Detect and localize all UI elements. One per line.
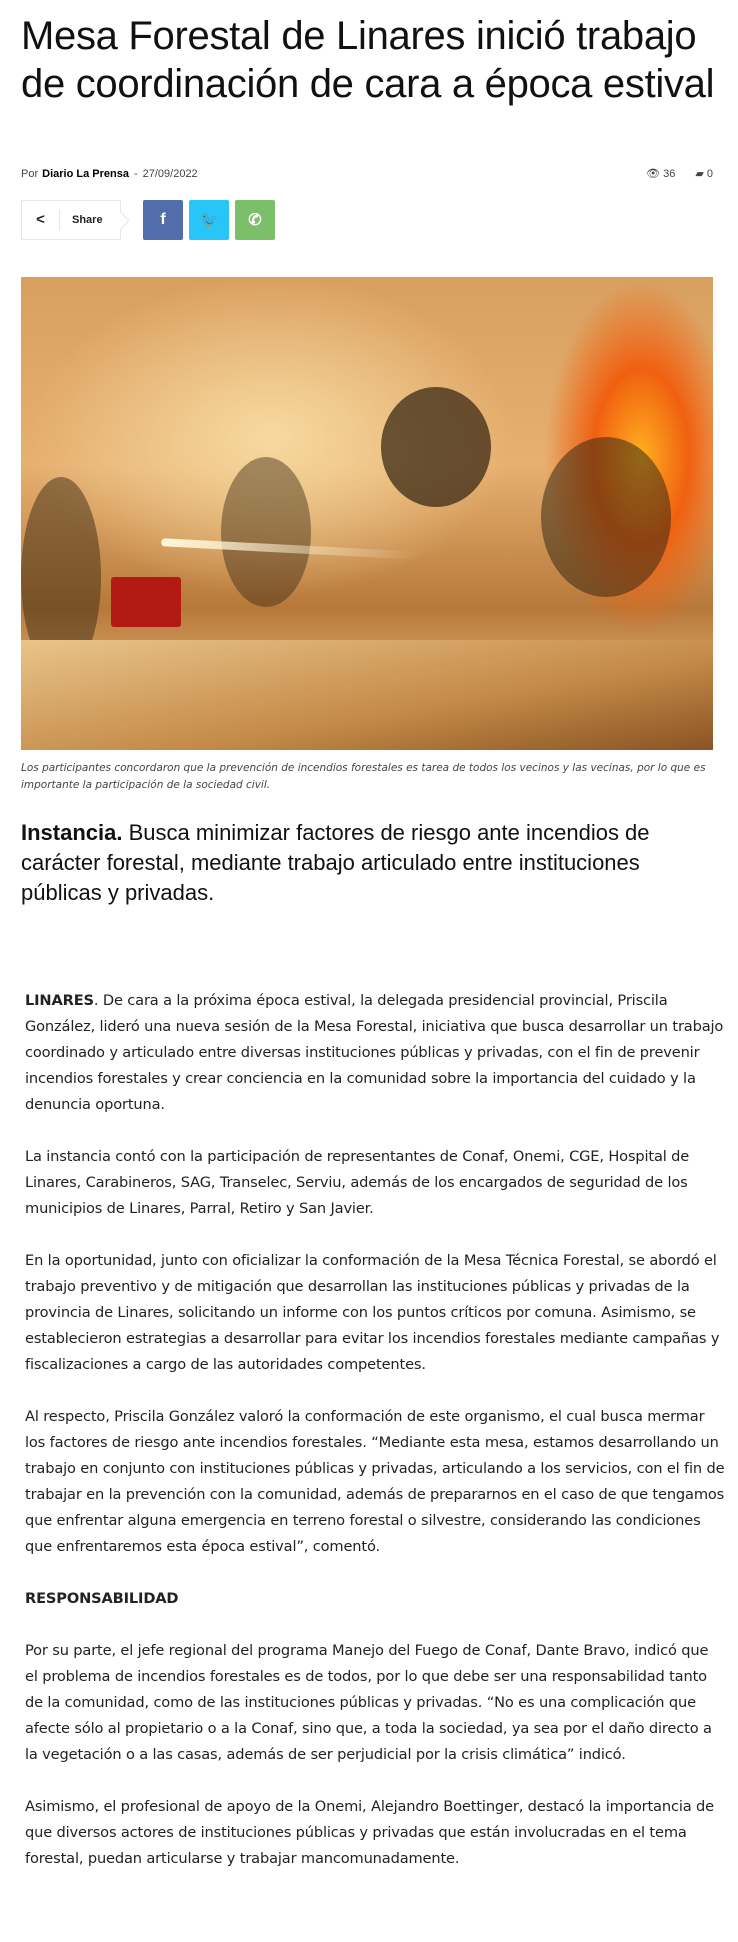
article-meta — [21, 167, 713, 180]
facebook-icon: f — [160, 211, 166, 228]
facebook-share-button[interactable] — [143, 200, 183, 240]
twitter-share-button[interactable] — [189, 200, 229, 240]
article-lead: Instancia. Busca minimizar factores de riesgo ante incendios de carácter forestal, mediante trabajo articulado entre instituciones públicas y privadas. — [21, 820, 650, 905]
article-body — [25, 988, 725, 1898]
share-button[interactable]: < Share — [21, 200, 121, 240]
paragraph: Al respecto, Priscila González valoró la conformación de este organismo, el cual busca mermar los factores de riesgo ante incendios forestales. “Mediante esta mesa, estamos desarrollando un trabajo en conjunto con instituciones públicas y privadas, articulando a los servicios, con el fin de trabajar en la prevención con la comunidad, además de prepararnos en el caso de que tengamos que enfrentar alguna emergencia en terreno forestal o silvestre, considerando las condiciones que enfrentaremos esta época estival”, comentó. — [25, 1408, 725, 1555]
fire-truck — [111, 577, 181, 627]
author-link[interactable]: Diario La Prensa — [42, 167, 129, 180]
paragraph: En la oportunidad, junto con oficializar la conformación de la Mesa Técnica Forestal, se abordó el trabajo preventivo y de mitigación que desarrollan las instituciones públicas y privadas de la provincia de Linares, solicitando un informe con los puntos críticos por comuna. Asimismo, se establecieron estrategias a desarrollar para evitar los incendios forestales mediante campañas y fiscalizaciones a cargo de las autoridades competentes. — [25, 1252, 720, 1373]
paragraph: LINARES. De cara a la próxima época estival, la delegada presidencial provincial, Priscila González, lideró una nueva sesión de la Mesa Forestal, iniciativa que busca desarrollar un trabajo coordinado y articulado entre diversas instituciones públicas y privadas, con el fin de prevenir incendios forestales y crear conciencia en la comunidad sobre la importancia del cuidado y la denuncia oportuna. — [25, 992, 724, 1113]
twitter-icon: 🐦 — [199, 212, 219, 229]
publish-date: 27/09/2022 — [142, 167, 198, 180]
share-bar — [21, 200, 275, 240]
article-image-forest-fire — [21, 277, 713, 750]
comment-icon: ▰ — [695, 168, 704, 180]
by-label: Por — [21, 167, 39, 180]
paragraph: Por su parte, el jefe regional del programa Manejo del Fuego de Conaf, Dante Bravo, indicó que el problema de incendios forestales es de todos, por lo que debe ser una responsabilidad tanto de la comunidad, como de las instituciones públicas y privadas. “No es una complicación que afecte sólo al propietario o a la Conaf, sino que, a toda la sociedad, ya sea por el daño directo a la vegetación o a las casas, además de ser perjudicial por la crisis climática” indicó. — [25, 1642, 712, 1763]
article-title: Mesa Forestal de Linares inició trabajo de coordinación de cara a época estival — [21, 14, 715, 106]
section-heading: RESPONSABILIDAD — [25, 1590, 179, 1607]
share-icon: < — [22, 210, 60, 230]
paragraph: Asimismo, el profesional de apoyo de la Onemi, Alejandro Boettinger, destacó la importancia de que diversos actores de instituciones públicas y privadas que están involucradas en el tema forestal, puedan articularse y trabajar mancomunadamente. — [25, 1798, 714, 1867]
image-caption: Los participantes concordaron que la prevención de incendios forestales es tarea de todos los vecinos y las vecinas, por lo que es importante la participación de la sociedad civil. — [21, 762, 706, 791]
comments-count[interactable]: ▰ 0 — [695, 168, 713, 180]
paragraph: La instancia contó con la participación de representantes de Conaf, Onemi, CGE, Hospital de Linares, Carabineros, SAG, Transelec, Serviu, además de los encargados de seguridad de los municipios de Linares, Parral, Retiro y San Javier. — [25, 1148, 690, 1217]
meta-separator: - — [133, 167, 138, 180]
whatsapp-share-button[interactable] — [235, 200, 275, 240]
eye-icon: 👁 — [646, 168, 661, 180]
views-count: 👁 36 — [646, 168, 676, 180]
whatsapp-icon: ✆ — [248, 212, 262, 229]
